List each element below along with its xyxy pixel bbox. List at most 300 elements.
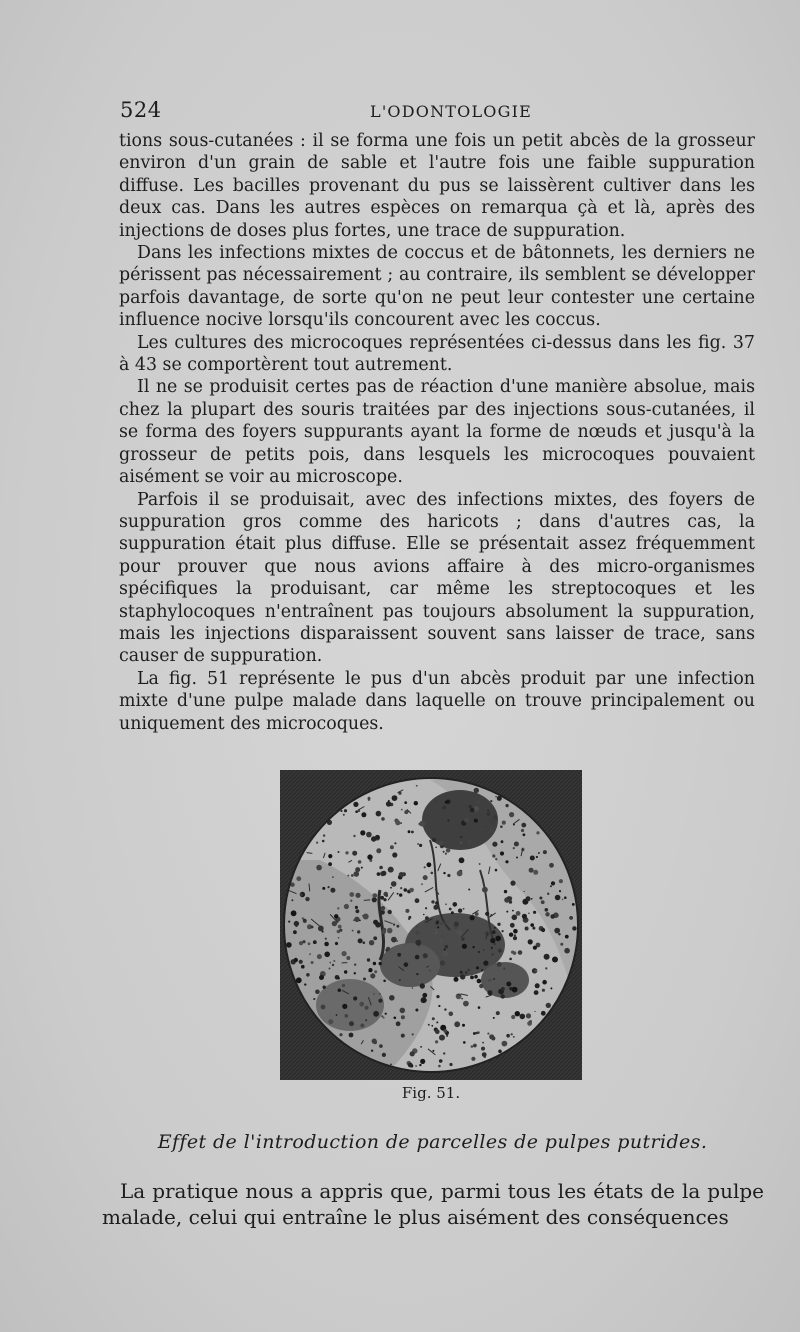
micrograph-cell xyxy=(344,970,347,973)
micrograph-cell xyxy=(336,1014,338,1016)
micrograph-cell xyxy=(463,908,465,910)
micrograph-cell xyxy=(454,977,459,982)
micrograph-cell xyxy=(554,928,560,934)
micrograph-cell xyxy=(375,835,379,839)
micrograph-cell xyxy=(393,924,395,926)
micrograph-cell xyxy=(492,930,496,934)
micrograph-cell xyxy=(442,806,446,810)
micrograph-cell xyxy=(354,917,359,922)
micrograph-cell xyxy=(457,871,463,877)
micrograph-cell xyxy=(370,973,375,978)
micrograph-cell xyxy=(423,953,428,958)
micrograph-cell xyxy=(541,1011,546,1016)
micrograph-cell xyxy=(399,872,404,877)
micrograph-cell xyxy=(339,929,342,932)
micrograph-cell xyxy=(354,871,360,877)
micrograph-cell xyxy=(415,1065,417,1067)
micrograph-cell xyxy=(328,886,330,888)
page-header xyxy=(120,98,756,124)
micrograph-cell xyxy=(492,854,495,857)
micrograph-cell xyxy=(457,930,463,936)
micrograph-cell xyxy=(530,923,534,927)
micrograph-cell xyxy=(435,1029,440,1034)
micrograph-cell xyxy=(425,907,427,909)
micrograph-cell xyxy=(372,893,377,898)
micrograph-cell xyxy=(542,989,545,992)
micrograph-cell xyxy=(550,914,555,919)
micrograph-cell xyxy=(349,892,354,897)
micrograph-cell xyxy=(509,958,512,961)
running-head: L'ODONTOLOGIE xyxy=(370,102,532,121)
micrograph-cell xyxy=(422,993,427,998)
micrograph-cell xyxy=(521,823,526,828)
micrograph-cell xyxy=(431,872,434,875)
micrograph-cell xyxy=(443,1029,447,1033)
micrograph-cell xyxy=(372,897,377,902)
micrograph-cell xyxy=(545,967,547,969)
micrograph-cell xyxy=(460,842,462,844)
micrograph-cell xyxy=(373,993,375,995)
micrograph-cell xyxy=(449,1063,452,1066)
micrograph-cell xyxy=(495,869,498,872)
micrograph-cell xyxy=(545,912,549,916)
micrograph-cell xyxy=(443,851,445,853)
micrograph-cell xyxy=(365,1006,369,1010)
micrograph-cell xyxy=(390,845,394,849)
micrograph-cell xyxy=(355,810,358,813)
micrograph-cell xyxy=(531,898,533,900)
micrograph-cell xyxy=(545,908,549,912)
micrograph-cell xyxy=(435,901,439,905)
micrograph-cell xyxy=(559,890,561,892)
micrograph-cell xyxy=(513,847,515,849)
micrograph-cell xyxy=(401,1015,405,1019)
micrograph-cell xyxy=(469,805,473,809)
micrograph-cell xyxy=(504,890,507,893)
micrograph-cell xyxy=(510,923,515,928)
micrograph-cell xyxy=(363,914,369,920)
micrograph-cell xyxy=(415,940,421,946)
micrograph-cell xyxy=(550,987,552,989)
micrograph-cell xyxy=(395,820,400,825)
micrograph-cell xyxy=(449,1012,454,1017)
micrograph-cell xyxy=(479,863,481,865)
micrograph-cell xyxy=(552,957,558,963)
micrograph-cell xyxy=(474,788,479,793)
micrograph-cell xyxy=(367,854,372,859)
micrograph-cell xyxy=(526,1013,531,1018)
micrograph-cell xyxy=(332,876,334,878)
micrograph-cell xyxy=(502,1041,508,1047)
micrograph-cell xyxy=(311,926,314,929)
micrograph-cell xyxy=(301,965,305,969)
micrograph-cell xyxy=(392,852,397,857)
micrograph-cell xyxy=(396,1021,401,1026)
micrograph-cell xyxy=(302,940,305,943)
micrograph-cell xyxy=(436,920,439,923)
micrograph-cell xyxy=(410,1051,415,1056)
micrograph-cell xyxy=(474,819,478,823)
micrograph-cell xyxy=(460,971,463,974)
micrograph-cell xyxy=(549,863,554,868)
micrograph-cell xyxy=(381,929,386,934)
micrograph-cell xyxy=(360,830,365,835)
micrograph-cell xyxy=(444,949,446,951)
micrograph-cell xyxy=(381,817,385,821)
paragraph: Il ne se produisit certes pas de réaction d'une manière absolue, mais chez la plupart des souris traitées par des injections sous-cutanées, il se forma des foyers suppurants ayant la forme de nœuds et jusqu'à la grosseur de petits pois, dans lesquels les microcoques pouvaient aisément se voir au microscope. xyxy=(119,377,755,488)
micrograph-cell xyxy=(408,1063,413,1068)
micrograph-cell xyxy=(325,938,327,940)
micrograph-cell xyxy=(432,1050,434,1052)
micrograph-cell xyxy=(399,893,402,896)
micrograph-cell xyxy=(490,819,494,823)
micrograph-cell xyxy=(360,1024,364,1028)
micrograph-cell xyxy=(323,986,326,989)
micrograph-cell xyxy=(383,898,386,901)
micrograph-cell xyxy=(423,875,428,880)
micrograph-cell xyxy=(400,822,402,824)
micrograph-cell xyxy=(565,935,569,939)
micrograph-cell xyxy=(420,983,425,988)
micrograph-cell xyxy=(550,885,552,887)
micrograph-cell xyxy=(485,826,487,828)
micrograph-cell xyxy=(404,962,409,967)
micrograph-cell xyxy=(449,908,452,911)
micrograph-cell xyxy=(324,952,330,958)
micrograph-cell xyxy=(379,993,381,995)
micrograph-cell xyxy=(506,1034,510,1038)
micrograph-cell xyxy=(513,929,518,934)
micrograph-cell xyxy=(339,1033,342,1036)
micrograph-cell xyxy=(328,862,332,866)
micrograph-cell xyxy=(376,848,381,853)
micrograph-cell xyxy=(291,899,293,901)
micrograph-cell xyxy=(359,920,361,922)
micrograph-cell xyxy=(436,995,439,998)
micrograph-cell xyxy=(416,973,418,975)
micrograph-cell xyxy=(361,867,363,869)
micrograph-cell xyxy=(471,1057,475,1061)
micrograph-cell xyxy=(294,921,299,926)
micrograph-cell xyxy=(439,841,444,846)
micrograph-cell xyxy=(468,889,470,891)
micrograph-cell xyxy=(532,927,535,930)
micrograph-cell xyxy=(338,851,340,853)
micrograph-cell xyxy=(416,785,418,787)
micrograph-cell xyxy=(365,1019,367,1021)
micrograph-cell xyxy=(387,928,393,934)
micrograph-cell xyxy=(466,805,468,807)
micrograph-cell xyxy=(516,857,518,859)
micrograph-cell xyxy=(438,1005,440,1007)
micrograph-cell xyxy=(355,906,358,909)
micrograph-cell xyxy=(373,936,377,940)
micrograph-cell xyxy=(451,911,454,914)
micrograph-cell xyxy=(321,1005,326,1010)
micrograph-cell xyxy=(514,842,519,847)
micrograph-cell xyxy=(372,1039,377,1044)
micrograph-cell xyxy=(529,868,534,873)
micrograph-cell xyxy=(487,1033,489,1035)
micrograph-cell xyxy=(467,840,471,844)
micrograph-figure xyxy=(280,770,582,1080)
micrograph-cell xyxy=(378,999,382,1003)
micrograph-cell xyxy=(404,888,408,892)
micrograph-cell xyxy=(523,833,526,836)
micrograph-cell xyxy=(458,909,462,913)
micrograph-cell xyxy=(329,968,331,970)
micrograph-cell xyxy=(423,914,425,916)
micrograph-cell xyxy=(445,853,447,855)
micrograph-cell xyxy=(470,915,475,920)
micrograph-image xyxy=(280,770,582,1080)
micrograph-cell xyxy=(515,1011,520,1016)
micrograph-cell xyxy=(383,980,386,983)
micrograph-cell xyxy=(291,910,297,916)
micrograph-cell xyxy=(473,1044,477,1048)
micrograph-cell xyxy=(533,946,537,950)
micrograph-cell xyxy=(343,814,345,816)
micrograph-cell xyxy=(318,926,324,932)
micrograph-cell xyxy=(421,997,427,1003)
micrograph-cell xyxy=(438,1065,441,1068)
micrograph-cell xyxy=(334,914,338,918)
micrograph-cell xyxy=(498,1050,502,1054)
micrograph-cell xyxy=(470,968,475,973)
micrograph-cell xyxy=(492,842,497,847)
micrograph-cell xyxy=(512,910,514,912)
micrograph-cell xyxy=(511,951,514,954)
micrograph-cell xyxy=(477,979,482,984)
micrograph-cell xyxy=(460,836,462,838)
micrograph-cell xyxy=(400,1008,406,1014)
micrograph-cell xyxy=(390,887,392,889)
micrograph-cell xyxy=(374,970,377,973)
micrograph-cell xyxy=(465,971,468,974)
micrograph-cell xyxy=(471,1045,474,1048)
micrograph-cell xyxy=(304,983,306,985)
micrograph-cell xyxy=(368,797,371,800)
micrograph-cell xyxy=(528,939,533,944)
micrograph-cell xyxy=(338,925,342,929)
micrograph-cell xyxy=(342,1004,347,1009)
micrograph-cell xyxy=(560,943,563,946)
micrograph-cell xyxy=(419,844,422,847)
micrograph-cell xyxy=(391,881,397,887)
micrograph-cell xyxy=(346,956,350,960)
micrograph-cell xyxy=(338,989,341,992)
micrograph-cell xyxy=(382,1053,386,1057)
micrograph-cell xyxy=(333,960,335,962)
micrograph-cell xyxy=(437,926,439,928)
micrograph-cell xyxy=(510,881,515,886)
micrograph-cell xyxy=(342,984,345,987)
micrograph-cell xyxy=(495,796,497,798)
micrograph-cell xyxy=(520,1014,526,1020)
micrograph-cell xyxy=(488,979,491,982)
micrograph-cell xyxy=(569,916,573,920)
micrograph-cell xyxy=(412,987,414,989)
micrograph-cell xyxy=(349,1033,354,1038)
micrograph-cell xyxy=(526,896,531,901)
micrograph-cell xyxy=(464,808,466,810)
micrograph-cell xyxy=(493,1017,495,1019)
micrograph-cell xyxy=(417,843,419,845)
micrograph-cell xyxy=(345,1014,349,1018)
micrograph-cell xyxy=(539,897,542,900)
micrograph-fiber xyxy=(535,1011,536,1012)
micrograph-fiber xyxy=(364,900,370,901)
micrograph-cell xyxy=(303,919,306,922)
micrograph-cell xyxy=(521,829,524,832)
micrograph-cell xyxy=(495,936,501,942)
micrograph-cell xyxy=(522,914,527,919)
micrograph-cell xyxy=(440,960,445,965)
micrograph-cell xyxy=(534,970,537,973)
micrograph-cell xyxy=(385,894,388,897)
micrograph-cell xyxy=(414,801,418,805)
micrograph-cell xyxy=(536,831,539,834)
micrograph-cell xyxy=(425,916,429,920)
micrograph-cell xyxy=(337,907,339,909)
micrograph-cell xyxy=(394,1017,397,1020)
micrograph-cell xyxy=(293,930,297,934)
micrograph-cell xyxy=(490,829,494,833)
micrograph-cell xyxy=(373,1011,379,1017)
micrograph-cell xyxy=(373,920,378,925)
micrograph-cell xyxy=(432,838,436,842)
micrograph-cell xyxy=(497,923,500,926)
micrograph-cell xyxy=(388,867,394,873)
paragraph: La pratique nous a appris que, parmi tous les états de la pulpe malade, celui qui entraîne le plus aisément des conséquences xyxy=(102,1179,764,1229)
micrograph-cell xyxy=(502,821,506,825)
micrograph-cell xyxy=(543,850,547,854)
micrograph-cell xyxy=(445,801,448,804)
micrograph-cell xyxy=(461,938,464,941)
micrograph-cell xyxy=(472,946,474,948)
micrograph-cell xyxy=(435,847,437,849)
micrograph-cell xyxy=(529,1020,532,1023)
micrograph-cell xyxy=(420,1059,425,1064)
micrograph-cell xyxy=(421,883,423,885)
micrograph-cell xyxy=(460,974,465,979)
micrograph-cell xyxy=(530,856,535,861)
micrograph-cell xyxy=(299,960,303,964)
micrograph-cell xyxy=(381,1015,383,1017)
micrograph-cell xyxy=(435,800,438,803)
micrograph-cell xyxy=(468,969,470,971)
micrograph-cell xyxy=(353,996,357,1000)
micrograph-cell xyxy=(411,831,414,834)
micrograph-cell xyxy=(440,923,442,925)
micrograph-cell xyxy=(344,809,347,812)
micrograph-cell xyxy=(489,1034,494,1039)
micrograph-cell xyxy=(505,860,508,863)
micrograph-cell xyxy=(322,887,325,890)
micrograph-cell xyxy=(541,928,545,932)
micrograph-cell xyxy=(358,860,362,864)
micrograph-cell xyxy=(572,926,576,930)
micrograph-cell xyxy=(474,975,478,979)
micrograph-cell xyxy=(487,990,492,995)
micrograph-cell xyxy=(415,931,419,935)
micrograph-cell xyxy=(379,962,382,965)
micrograph-cell xyxy=(496,1011,500,1015)
micrograph-cell xyxy=(482,1042,484,1044)
micrograph-cell xyxy=(459,857,465,863)
micrograph-cell xyxy=(391,937,397,943)
micrograph-cell xyxy=(368,968,372,972)
micrograph-cell xyxy=(476,966,479,969)
micrograph-cell xyxy=(367,958,370,961)
micrograph-cell xyxy=(432,1017,435,1020)
micrograph-cell xyxy=(547,893,549,895)
micrograph-cell xyxy=(507,896,510,899)
micrograph-cell xyxy=(409,888,414,893)
micrograph-cell xyxy=(381,871,386,876)
micrograph-cell xyxy=(330,962,332,964)
micrograph-cell xyxy=(509,933,513,937)
micrograph-cell xyxy=(470,976,474,980)
micrograph-cell xyxy=(371,1050,373,1052)
micrograph-cell xyxy=(392,795,398,801)
micrograph-cell xyxy=(337,977,340,980)
micrograph-cell xyxy=(535,983,540,988)
micrograph-cell xyxy=(397,953,401,957)
page-number: 524 xyxy=(120,98,162,122)
micrograph-cell xyxy=(534,990,539,995)
micrograph-cell xyxy=(351,874,354,877)
micrograph-cell xyxy=(332,964,334,966)
micrograph-cell xyxy=(315,990,320,995)
micrograph-cell xyxy=(462,944,467,949)
micrograph-cell xyxy=(394,842,396,844)
micrograph-cell xyxy=(415,955,420,960)
micrograph-cell xyxy=(478,1006,481,1009)
micrograph-cell xyxy=(572,903,575,906)
micrograph-cell xyxy=(478,951,480,953)
micrograph-cell xyxy=(383,1017,385,1019)
micrograph-cell xyxy=(454,922,459,927)
micrograph-cell xyxy=(369,940,374,945)
micrograph-cell xyxy=(316,865,322,871)
micrograph-cell xyxy=(389,995,395,1001)
micrograph-cell xyxy=(490,800,492,802)
micrograph-cell xyxy=(354,972,356,974)
micrograph-cell xyxy=(525,927,529,931)
micrograph-cell xyxy=(397,893,399,895)
micrograph-cell xyxy=(555,895,561,901)
figure-caption: Fig. 51. xyxy=(401,1084,461,1102)
micrograph-cell xyxy=(363,978,366,981)
micrograph-cell xyxy=(296,977,302,983)
section-heading: Effet de l'introduction de parcelles de pulpes putrides. xyxy=(157,1131,708,1153)
micrograph-cell xyxy=(443,1052,445,1054)
micrograph-cell xyxy=(546,1003,551,1008)
micrograph-cell xyxy=(296,876,301,881)
micrograph-cell xyxy=(356,909,360,913)
micrograph-cell xyxy=(366,832,372,838)
micrograph-cell xyxy=(443,872,445,874)
micrograph-cell xyxy=(445,945,449,949)
micrograph-cell xyxy=(479,984,483,988)
micrograph-cell xyxy=(464,818,469,823)
micrograph-cell xyxy=(443,951,449,957)
micrograph-cell xyxy=(305,897,309,901)
micrograph-cell xyxy=(355,893,360,898)
micrograph-cell xyxy=(390,1064,392,1066)
micrograph-cell xyxy=(564,948,570,954)
